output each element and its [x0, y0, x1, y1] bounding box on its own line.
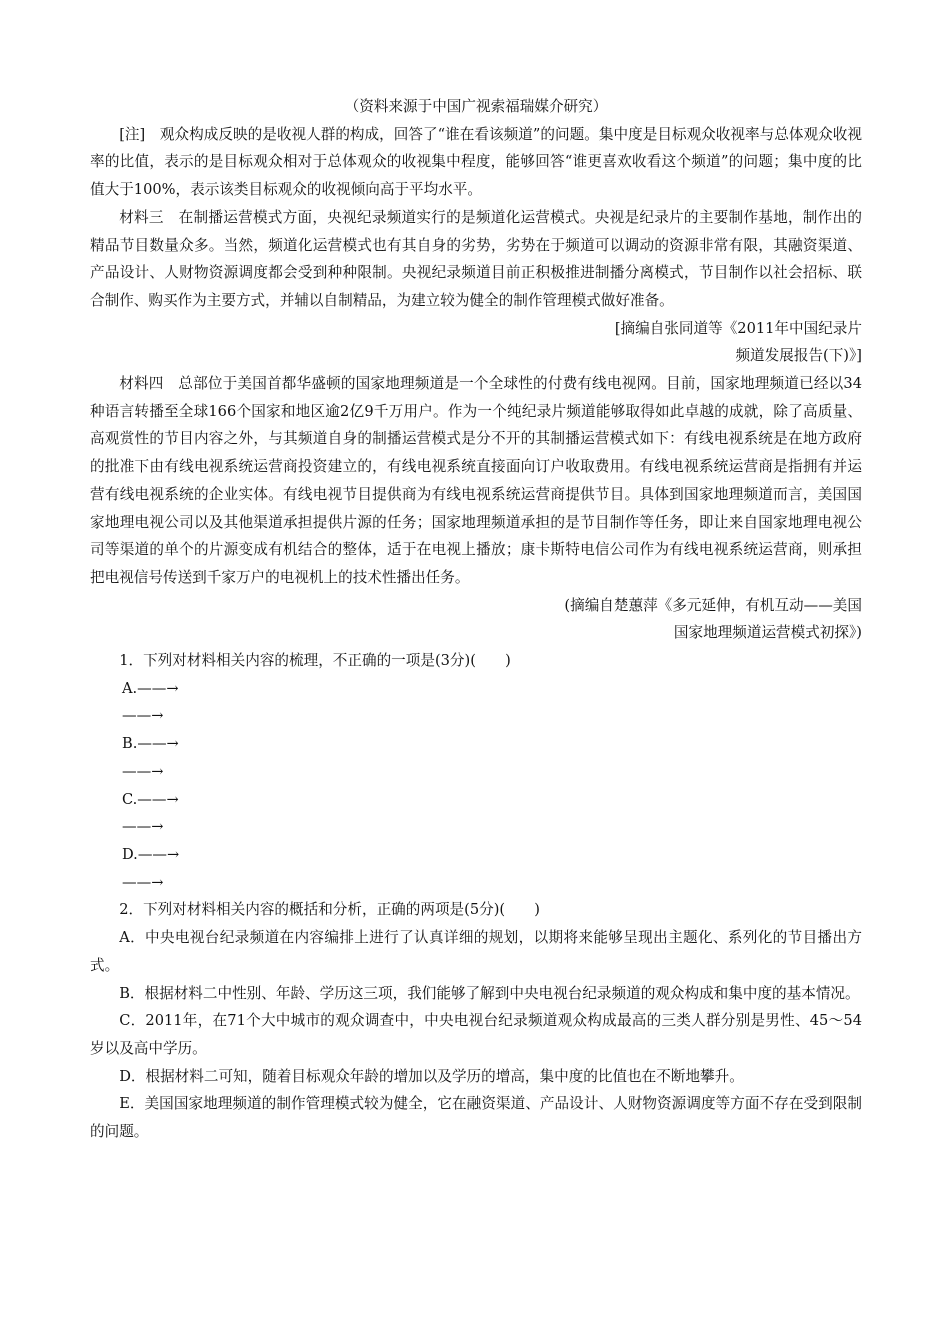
question1-option-b: B.——→	[122, 735, 179, 753]
question2-option-e: E．美国国家地理频道的制作管理模式较为健全，它在融资渠道、产品设计、人财物资源调度等方面不存在受到限制的问题。	[90, 1095, 862, 1141]
question1-option-d-cont: ——→	[122, 873, 164, 891]
material4-paragraph: 材料四 总部位于美国首都华盛顿的国家地理频道是一个全球性的付费有线电视网。目前，国家地理频道已经以34种语言转播至全球166个国家和地区逾2亿9千万用户。作为一个纯纪录片频道能够取得如此卓越的成就，除了高质量、高观赏性的节目内容之外，与其频道自身的制播运营模式是分不开的其制播运营模式如下：有线电视系统是在地方政府的批准下由有线电视系统运营商投资建立的，有线电视系统直接面向订户收取费用。有线电视系统运营商是指拥有并运营有线电视系统的企业实体。有线电视节目提供商为有线电视系统运营商提供节目。具体到国家地理频道而言，美国国家地理电视公司以及其他渠道承担提供片源的任务；国家地理频道承担的是节目制作等任务，即让来自国家地理电视公司等渠道的单个的片源变成有机结合的整体，适于在电视上播放；康卡斯特电信公司作为有线电视系统运营商，则承担把电视信号传送到千家万户的电视机上的技术性播出任务。	[90, 375, 862, 586]
note-paragraph: [注] 观众构成反映的是收视人群的构成，回答了“谁在看该频道”的问题。集中度是目标观众收视率与总体观众收视率的比值，表示的是目标观众相对于总体观众的收视集中程度，能够回答“谁更喜欢收看这个频道”的问题；集中度的比值大于100%，表示该类目标观众的收视倾向高于平均水平。	[90, 125, 862, 199]
question1-option-b-cont: ——→	[122, 762, 164, 780]
question2-stem: 2．下列对材料相关内容的概括和分析，正确的两项是(5分)( )	[119, 901, 540, 919]
question1-option-c: C.——→	[122, 790, 179, 808]
question1-option-d: D.——→	[122, 845, 180, 863]
material3-paragraph: 材料三 在制播运营模式方面，央视纪录频道实行的是频道化运营模式。央视是纪录片的主要制作基地，制作出的精品节目数量众多。当然，频道化运营模式也有其自身的劣势，劣势在于频道可以调动的资源非常有限，其融资渠道、产品设计、人财物资源调度都会受到种种限制。央视纪录频道目前正积极推进制播分离模式，节目制作以社会招标、联合制作、购买作为主要方式，并辅以自制精品，为建立较为健全的制作管理模式做好准备。	[90, 208, 862, 309]
question2-option-c: C．2011年，在71个大中城市的观众调查中，中央电视台纪录频道观众构成最高的三类人群分别是男性、45～54岁以及高中学历。	[90, 1012, 862, 1057]
question2-option-a: A．中央电视台纪录频道在内容编排上进行了认真详细的规划，以期将来能够呈现出主题化、系列化的节目播出方式。	[90, 929, 862, 974]
document-page	[90, 93, 862, 1146]
question1-option-c-cont: ——→	[122, 818, 164, 836]
question1-option-a: A.——→	[122, 679, 179, 697]
question1-option-a-cont: ——→	[122, 707, 164, 725]
material4-citation-line2: 国家地理频道运营模式初探》)	[673, 624, 862, 642]
question1-stem: 1．下列对材料相关内容的梳理，不正确的一项是(3分)( )	[119, 652, 511, 670]
source-line: （资料来源于中国广视索福瑞媒介研究）	[344, 98, 608, 115]
question2-option-d: D．根据材料二可知，随着目标观众年龄的增加以及学历的增高，集中度的比值也在不断地攀升。	[119, 1067, 744, 1085]
material3-citation-line2: 频道发展报告(下)》]	[735, 347, 862, 365]
question2-option-b: B．根据材料二中性别、年龄、学历这三项，我们能够了解到中央电视台纪录频道的观众构成和集中度的基本情况。	[119, 984, 860, 1002]
material4-citation-line1: (摘编自楚蕙萍《多元延伸，有机互动——美国	[564, 596, 862, 614]
material3-citation-line1: [摘编自张同道等《2011年中国纪录片	[614, 319, 862, 337]
